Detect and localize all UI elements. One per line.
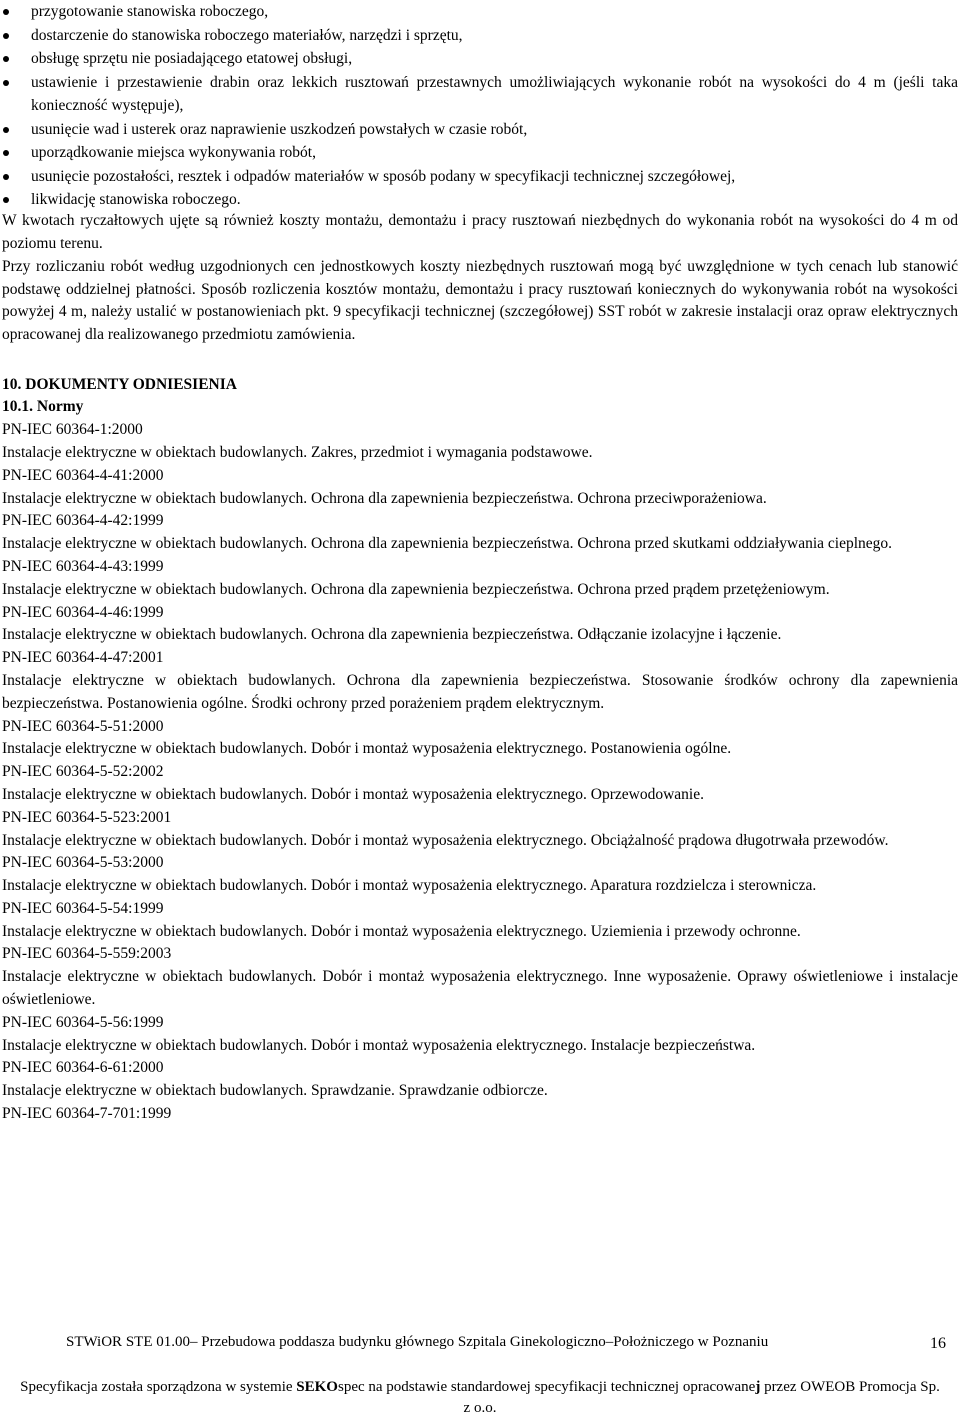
norm-code: PN-IEC 60364-5-52:2002 [2, 763, 164, 781]
norm-entry [2, 1012, 958, 1058]
list-item [0, 165, 960, 189]
credit-system-name: SEKO [296, 1379, 338, 1395]
norm-entry [2, 716, 958, 762]
credit-tail: przez OWEOB Promocja Sp. z o.o. [463, 1379, 940, 1416]
project-line: STWiOR STE 01.00– Przebudowa poddasza budynku głównego Szpitala Ginekologiczno–Położniczego w Poznaniu [66, 1334, 769, 1350]
bullet-icon [3, 33, 9, 39]
norm-code: PN-IEC 60364-7-701:1999 [2, 1105, 172, 1123]
list-item-text: likwidację stanowiska roboczego. [31, 191, 241, 208]
norm-code: PN-IEC 60364-4-41:2000 [2, 466, 164, 484]
body-text [2, 210, 958, 1126]
norm-description: Instalacje elektryczne w obiektach budowlanych. Ochrona dla zapewnienia bezpieczeństwa. Odłączanie izolacyjne i łączenie. [2, 626, 782, 644]
norm-description: Instalacje elektryczne w obiektach budowlanych. Dobór i montaż wyposażenia elektrycznego. Obciążalność prądowa długotrwała przewodów. [2, 831, 889, 849]
norm-code: PN-IEC 60364-4-42:1999 [2, 512, 164, 530]
norm-code: PN-IEC 60364-5-523:2001 [2, 808, 172, 826]
norm-description: Instalacje elektryczne w obiektach budowlanych. Dobór i montaż wyposażenia elektrycznego. Instalacje bezpieczeństwa. [2, 1036, 756, 1054]
norm-description: Instalacje elektryczne w obiektach budowlanych. Ochrona dla zapewnienia bezpieczeństwa. Stosowanie środków ochrony dla zapewnienia bezpieczeństwa. Postanowienia ogólne. Środki ochrony przed porażeniem prądem elektrycznym. [2, 671, 958, 712]
norm-description: Instalacje elektryczne w obiektach budowlanych. Zakres, przedmiot i wymagania podstawowe. [2, 443, 593, 461]
norm-description: Instalacje elektryczne w obiektach budowlanych. Ochrona dla zapewnienia bezpieczeństwa. Ochrona przeciwporażeniowa. [2, 489, 767, 507]
bullet-icon [3, 80, 9, 86]
bullet-icon [3, 197, 9, 203]
norm-code: PN-IEC 60364-5-56:1999 [2, 1013, 164, 1031]
list-item [0, 71, 960, 118]
norm-code: PN-IEC 60364-4-43:1999 [2, 557, 164, 575]
scope-bullet-list [0, 0, 960, 212]
norm-entry [2, 761, 958, 807]
norm-code: PN-IEC 60364-5-559:2003 [2, 945, 172, 963]
credit-prefix: Specyfikacja została sporządzona w systemie [20, 1379, 297, 1395]
list-item [0, 141, 960, 165]
subsection-heading: 10.1. Normy [2, 398, 84, 416]
system-credit-line [20, 1377, 940, 1419]
list-item-text: przygotowanie stanowiska roboczego, [31, 3, 269, 20]
list-item [0, 0, 960, 24]
bullet-icon [3, 174, 9, 180]
norm-description: Instalacje elektryczne w obiektach budowlanych. Dobór i montaż wyposażenia elektrycznego. Postanowienia ogólne. [2, 740, 732, 758]
list-item [0, 118, 960, 142]
credit-suffix: spec na podstawie standardowej specyfikacji technicznej opracowane [337, 1379, 756, 1395]
list-item-text: usunięcie pozostałości, resztek i odpadów materiałów w sposób podany w specyfikacji technicznej szczegółowej, [31, 167, 736, 185]
list-item-text: dostarczenie do stanowiska roboczego materiałów, narzędzi i sprzętu, [31, 26, 463, 44]
scaffolding-paragraph: W kwotach ryczałtowych ujęte są również koszty montażu, demontażu i pracy rusztowań niezbędnych do wykonania robót na wysokości do 4 m od poziomu terenu. [2, 212, 958, 252]
norm-description: Instalacje elektryczne w obiektach budowlanych. Sprawdzanie. Sprawdzanie odbiorcze. [2, 1082, 548, 1100]
norm-code: PN-IEC 60364-5-53:2000 [2, 854, 164, 872]
norm-description: Instalacje elektryczne w obiektach budowlanych. Ochrona dla zapewnienia bezpieczeństwa. Ochrona przed skutkami oddziaływania cieplnego. [2, 535, 893, 553]
bullet-icon [3, 150, 9, 156]
settlement-paragraph: Przy rozliczaniu robót według uzgodnionych cen jednostkowych koszty niezbędnych rusztowań mogą być uwzględnione w tych cenach lub stanowić podstawę oddzielnej płatności. Sposób rozliczenia kosztów montażu, demontażu i pracy rusztowań koniecznych do wykonywania robót na wysokości powyżej 4 m, należy ustalić w postanowieniach pkt. 9 specyfikacji technicznej (szczegółowej) SST robót w zakresie instalacji oraz opraw elektrycznych opracowanej dla realizowanego przedmiotu zamówienia. [2, 258, 958, 343]
norm-entry [2, 943, 958, 1011]
bullet-icon [3, 56, 9, 62]
list-item-text: ustawienie i przestawienie drabin oraz lekkich rusztowań przestawnych umożliwiających wykonanie robót na wysokości do 4 m (jeśli taka konieczność występuje), [31, 73, 958, 114]
norm-entry [2, 807, 958, 853]
list-item [0, 47, 960, 71]
norm-entry [2, 602, 958, 648]
norm-entry [2, 1103, 958, 1126]
norm-entry [2, 647, 958, 715]
list-item-text: usunięcie wad i usterek oraz naprawienie uszkodzeń powstałych w czasie robót, [31, 120, 528, 138]
list-item [0, 24, 960, 48]
norms-list [2, 419, 958, 1126]
norm-description: Instalacje elektryczne w obiektach budowlanych. Dobór i montaż wyposażenia elektrycznego. Oprzewodowanie. [2, 785, 704, 803]
page-number: 16 [930, 1335, 946, 1352]
norm-entry [2, 419, 958, 465]
norm-description: Instalacje elektryczne w obiektach budowlanych. Ochrona dla zapewnienia bezpieczeństwa. Ochrona przed prądem przetężeniowym. [2, 580, 830, 598]
list-item [0, 188, 960, 212]
norm-code: PN-IEC 60364-5-51:2000 [2, 717, 164, 735]
norm-description: Instalacje elektryczne w obiektach budowlanych. Dobór i montaż wyposażenia elektrycznego. Aparatura rozdzielcza i sterownicza. [2, 877, 817, 895]
norm-code: PN-IEC 60364-5-54:1999 [2, 899, 164, 917]
norm-entry [2, 556, 958, 602]
norm-description: Instalacje elektryczne w obiektach budowlanych. Dobór i montaż wyposażenia elektrycznego. Uziemienia i przewody ochronne. [2, 922, 801, 940]
list-item-text: uporządkowanie miejsca wykonywania robót, [31, 144, 316, 161]
bullet-icon [3, 9, 9, 15]
norm-entry [2, 510, 958, 556]
bullet-icon [3, 127, 9, 133]
credit-bold-char: j [755, 1379, 761, 1395]
list-item-text: obsługę sprzętu nie posiadającego etatowej obsługi, [31, 50, 353, 67]
norm-code: PN-IEC 60364-4-47:2001 [2, 649, 164, 667]
norm-entry [2, 898, 958, 944]
norm-code: PN-IEC 60364-4-46:1999 [2, 603, 164, 621]
norm-description: Instalacje elektryczne w obiektach budowlanych. Dobór i montaż wyposażenia elektrycznego. Inne wyposażenie. Oprawy oświetleniowe i instalacje oświetleniowe. [2, 968, 958, 1009]
norm-entry [2, 852, 958, 898]
norm-entry [2, 1057, 958, 1103]
norm-code: PN-IEC 60364-6-61:2000 [2, 1059, 164, 1077]
norm-entry [2, 465, 958, 511]
section-heading: 10. DOKUMENTY ODNIESIENIA [2, 375, 237, 393]
norm-code: PN-IEC 60364-1:2000 [2, 421, 143, 439]
